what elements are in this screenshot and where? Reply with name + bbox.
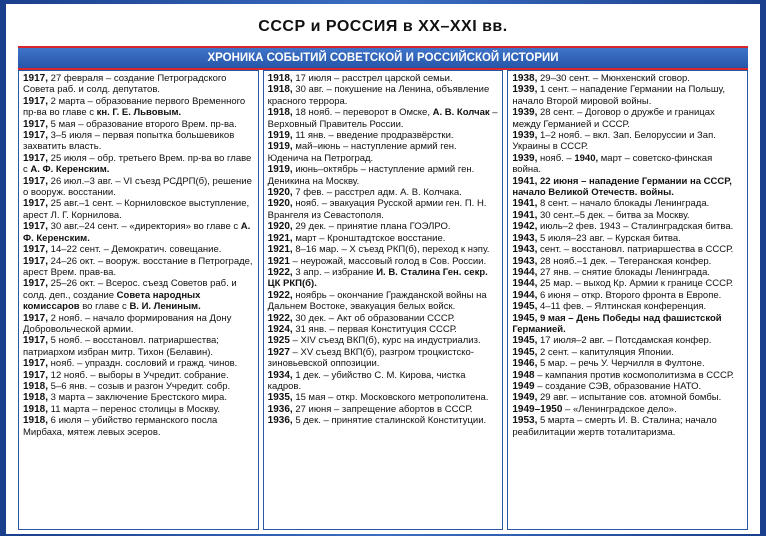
entry-date: 1918, [267,107,293,119]
chronicle-column-3 [507,70,748,530]
chronicle-entry [512,210,743,221]
chronicle-entry [23,370,254,381]
entry-date: 1917, [23,130,49,142]
chronicle-sheet [6,4,760,534]
entry-text: 28 нояб.–1 дек. – Тегеранская конфер. [537,255,712,267]
entry-date: 1939, [512,130,538,142]
entry-text: 18 нояб. – переворот в Омске, [292,107,433,119]
entry-date: 1953, [512,415,538,427]
entry-date: 1917, [23,95,49,107]
entry-date: 1919, [267,141,293,153]
chronicle-entry [512,267,743,278]
entry-text: 2 нояб. – начало формирования на Дону Добровольческой армии. [23,312,232,335]
entry-date: 1917, [23,244,49,256]
entry-text: 11 янв. – введение продразвёрстки. [292,130,454,142]
entry-date: 1949, [512,392,538,404]
entry-date: 1920, [267,221,293,233]
entry-text: 25–26 окт. – Всерос. съезд Советов раб. и солд. деп., создание [23,278,237,301]
chronicle-entry [23,153,254,176]
chronicle-entry [268,415,499,426]
entry-text: нояб. – упраздн. сословий и гражд. чинов. [48,358,238,370]
chronicle-entry [268,164,499,187]
chronicle-entry [23,176,254,199]
chronicle-entry [512,153,743,176]
entry-text: 30 авг.–24 сент. – «директория» во главе с [48,221,241,233]
entry-text: 5 мая – образование второго Врем. пр-ва. [48,118,237,130]
entry-text: – создание СЭВ, образование НАТО. [534,380,702,392]
entry-date: 1944, [512,266,538,278]
chronicle-entry [23,415,254,438]
entry-date: 1917, [23,358,49,370]
entry-date: 1939, [512,152,538,164]
entry-date: 1918, [23,415,49,427]
chronicle-entry [512,301,743,312]
entry-text: 14–22 сент. – Демократич. совещание. [48,244,222,256]
entry-text: – XIV съезд ВКП(б), курс на индустриализ. [289,335,481,347]
entry-date: 1938, [512,73,538,84]
entry-date: 1918, [23,392,49,404]
entry-text: 5 мар. – речь У. Черчилля в Фултоне. [537,358,705,370]
entry-text: 8–16 мар. – X съезд РКП(б), переход к нэпу. [292,244,490,256]
entry-date: 1946, [512,358,538,370]
entry-date: 1936, [267,403,293,415]
entry-date: 1935, [267,392,293,404]
entry-date: 1942, [512,221,538,233]
entry-highlight: 1940, [574,152,599,164]
chronicle-entry [23,313,254,336]
entry-text: 12 нояб. – выборы в Учредит. собрание. [48,369,229,381]
chronicle-entry [23,404,254,415]
chronicle-entry [268,290,499,313]
entry-date: 1945, [512,312,538,324]
chronicle-entry [23,358,254,369]
chronicle-columns [18,70,748,530]
entry-date: 1941, [512,209,538,221]
chronicle-entry [23,278,254,312]
chronicle-entry [23,96,254,119]
entry-date: 1917, [23,152,49,164]
page-title: СССР и РОССИЯ в XX–XXI вв. [258,18,508,35]
entry-text: во главе с [79,301,130,313]
entry-date: 1924, [267,323,293,335]
entry-text: нояб. – эвакуация Русской армии ген. П. Н. Врангеля из Севастополя. [267,198,487,221]
entry-text: 3–5 июля – первая попытка большевиков захватить власть. [23,130,235,153]
chronicle-entry [512,404,743,415]
entry-text: 25 июля – обр. третьего Врем. пр-ва во главе с [23,152,252,176]
chronicle-entry [23,335,254,358]
entry-text: 3 апр. – избрание [292,266,377,278]
chronicle-entry [268,107,499,130]
entry-highlight: 9 мая – День Победы над фашистской Германией. [512,312,722,335]
entry-date: 1945, [512,335,538,347]
entry-text: 3 марта – заключение Брестского мира. [48,392,227,404]
chronicle-entry [268,73,499,84]
entry-text: 6 июля – убийство германского посла Мирбаха, мятеж левых эсеров. [23,415,218,438]
entry-date: 1943, [512,232,538,244]
entry-text: 30 дек. – Акт об образовании СССР. [292,312,455,324]
chronicle-entry [512,313,743,336]
entry-text: 1 дек. – убийство С. М. Кирова, чистка кадров. [267,369,466,392]
entry-text: 11 марта – перенос столицы в Москву. [48,403,221,415]
chronicle-entry [268,84,499,107]
entry-date: 1943, [512,255,538,267]
chronicle-entry [512,198,743,209]
chronicle-column-2 [263,70,504,530]
entry-text: 24–26 окт. – вооруж. восстание в Петрограде, арест Врем. прав-ва. [23,255,253,278]
entry-text: – неурожай, массовый голод в Сов. России. [289,255,487,267]
entry-date: 1918, [23,380,49,392]
entry-date: 1943, [512,244,538,256]
entry-text: – «Ленинградское дело». [562,403,677,415]
entry-highlight: кн. Г. Е. Львовым. [96,107,182,119]
entry-text: 27 янв. – снятие блокады Ленинграда. [537,266,711,278]
chronicle-column-1 [18,70,259,530]
entry-date: 1920, [267,187,293,199]
entry-date: 1936, [267,415,293,427]
entry-date: 1918, [267,84,293,96]
chronicle-entry [512,107,743,130]
chronicle-entry [268,370,499,393]
chronicle-entry [268,130,499,141]
chronicle-entry [512,176,743,199]
entry-text: 17 июля – расстрел царской семьи. [292,73,453,84]
entry-date: 1921 [267,255,290,267]
chronicle-entry [512,244,743,255]
entry-highlight: 22 июня – нападение Германии на СССР, начало Великой Отечеств. войны. [512,175,732,199]
chronicle-entry [268,187,499,198]
chronicle-entry [512,130,743,153]
entry-text: март – Кронштадтское восстание. [292,232,446,244]
entry-text: 29–30 сент. – Мюнхенский сговор. [537,73,690,84]
chronicle-entry [23,392,254,403]
entry-text: 27 июня – запрещение абортов в СССР. [292,403,473,415]
entry-text: июнь–октябрь – наступление армий ген. Деникина на Москву. [267,164,475,187]
chronicle-entry [23,130,254,153]
entry-date: 1949–1950 [512,403,563,415]
entry-date: 1939, [512,107,538,119]
entry-highlight: В. И. Лениным. [129,301,201,313]
entry-date: 1939, [512,84,538,96]
chronicle-entry [23,244,254,255]
entry-text: 25 авг.–1 сент. – Корниловское выступление, арест Л. Г. Корнилова. [23,198,250,221]
chronicle-entry [512,278,743,289]
chronicle-entry [512,233,743,244]
chronicle-entry [512,256,743,267]
entry-highlight: А. В. Колчак [432,107,490,119]
chronicle-entry [512,347,743,358]
entry-text: 28 сент. – Договор о дружбе и границах между Германией и СССР. [512,107,715,130]
entry-date: 1948 [512,369,535,381]
entry-date: 1927 [267,346,290,358]
entry-date: 1917, [23,278,49,290]
entry-date: 1949 [512,380,535,392]
entry-text: нояб. – [537,152,575,164]
entry-date: 1918, [267,73,293,84]
entry-text: 2 марта – образование первого Временного пр-ва во главе с [23,95,246,119]
entry-date: 1921, [267,244,293,256]
chronicle-entry [512,415,743,438]
entry-text: март – советско-финская война. [512,152,713,176]
entry-date: 1917, [23,198,49,210]
chronicle-entry [23,119,254,130]
entry-date: 1917, [23,312,49,324]
entry-text: 29 дек. – принятие плана ГОЭЛРО. [292,221,451,233]
entry-text: 29 авг. – испытание сов. атомной бомбы. [537,392,722,404]
chronicle-entry [268,141,499,164]
entry-date: 1917, [23,221,49,233]
chronicle-entry [512,84,743,107]
entry-text: 7 фев. – расстрел адм. А. В. Колчака. [292,187,462,199]
chronicle-entry [23,221,254,244]
entry-text: 8 сент. – начало блокады Ленинграда. [537,198,710,210]
entry-text: 2 сент. – капитуляция Японии. [537,346,674,358]
chronicle-entry [512,73,743,84]
entry-text: 1–2 нояб. – вкл. Зап. Белоруссии и Зап. Украины в СССР. [512,130,716,153]
entry-text: 5 дек. – принятие сталинской Конституции. [292,415,487,427]
chronicle-entry [268,404,499,415]
entry-date: 1921, [267,232,293,244]
entry-date: 1917, [23,175,49,187]
entry-date: 1917, [23,73,49,84]
entry-date: 1945, [512,346,538,358]
section-banner: ХРОНИКА СОБЫТИЙ СОВЕТСКОЙ И РОССИЙСКОЙ ИСТОРИИ [18,46,748,70]
chronicle-entry [512,370,743,381]
entry-text: 31 янв. – первая Конституция СССР. [292,323,457,335]
entry-date: 1918, [23,403,49,415]
entry-date: 1945, [512,301,538,313]
entry-text: 1 сент. – нападение Германии на Польшу, начало Второй мировой войны. [512,84,725,107]
entry-text: 30 сент.–5 дек. – битва за Москву. [537,209,690,221]
entry-date: 1934, [267,369,293,381]
entry-text: сент. – восстановл. патриаршества в СССР. [537,244,734,256]
chronicle-entry [512,290,743,301]
chronicle-entry [23,73,254,96]
entry-text: 26 июл.–3 авг. – VI съезд РСДРП(б), решение о вооруж. восстании. [23,175,252,199]
chronicle-entry [512,358,743,369]
chronicle-entry [268,221,499,232]
entry-date: 1922, [267,312,293,324]
entry-text: ноябрь – окончание Гражданской войны на Дальнем Востоке, эвакуация белых войск. [267,289,487,313]
chronicle-entry [268,233,499,244]
entry-date: 1922, [267,289,293,301]
entry-text: 5–6 янв. – созыв и разгон Учредит. собр. [48,380,231,392]
entry-text: – XV съезд ВКП(б), разгром троцкистско-зиновьевской оппозиции. [267,346,474,370]
entry-date: 1917, [23,255,49,267]
entry-date: 1917, [23,335,49,347]
entry-text: 25 мар. – выход Кр. Армии к границе СССР. [537,278,734,290]
chronicle-entry [23,381,254,392]
entry-date: 1941, [512,175,538,187]
entry-date: 1922, [267,266,293,278]
entry-date: 1925 [267,335,290,347]
chronicle-entry [268,244,499,255]
entry-text: – Верховный Правитель России. [267,107,498,130]
entry-highlight: И. В. Сталина Ген. секр. ЦК РКП(б). [267,266,488,290]
entry-text: 17 июля–2 авг. – Потсдамская конфер. [537,335,712,347]
chronicle-entry [268,324,499,335]
chronicle-entry [268,313,499,324]
entry-text: 5 нояб. – восстановл. патриаршества; патриархом избран митр. Тихон (Белавин). [23,335,219,358]
entry-text: июль–2 фев. 1943 – Сталинградская битва. [537,221,734,233]
entry-date: 1944, [512,289,538,301]
chronicle-entry [268,347,499,370]
entry-text: 4–11 фев. – Ялтинская конференция. [537,301,707,313]
entry-text: 27 февраля – создание Петроградского Совета раб. и солд. депутатов. [23,73,227,96]
entry-date: 1920, [267,198,293,210]
chronicle-entry [512,381,743,392]
entry-text: – кампания против космополитизма в СССР. [534,369,735,381]
entry-text: май–июнь – наступление армий ген. Юденича на Петроград. [267,141,457,164]
entry-text: 15 мая – откр. Московского метрополитена. [292,392,489,404]
chronicle-entry [268,335,499,346]
entry-text: 30 авг. – покушение на Ленина, объявление красного террора. [267,84,490,107]
chronicle-entry [512,335,743,346]
entry-date: 1941, [512,198,538,210]
chronicle-entry [268,198,499,221]
entry-highlight: Совета народных комиссаров [23,289,201,313]
chronicle-entry [23,256,254,279]
entry-date: 1919, [267,130,293,142]
chronicle-entry [23,198,254,221]
chronicle-entry [268,392,499,403]
entry-highlight: А. Ф. Керенским. [23,221,251,244]
entry-date: 1917, [23,118,49,130]
entry-text: 5 марта – смерть И. В. Сталина; начало реабилитации жертв тоталитаризма. [512,415,717,438]
chronicle-entry [268,256,499,267]
entry-highlight: А. Ф. Керенским. [30,164,110,176]
entry-text: 6 июня – откр. Второго фронта в Европе. [537,289,722,301]
chronicle-entry [512,221,743,232]
entry-date: 1944, [512,278,538,290]
chronicle-entry [512,392,743,403]
entry-text: 5 июля–23 авг. – Курская битва. [537,232,681,244]
entry-date: 1919, [267,164,293,176]
entry-date: 1917, [23,369,49,381]
chronicle-entry [268,267,499,290]
